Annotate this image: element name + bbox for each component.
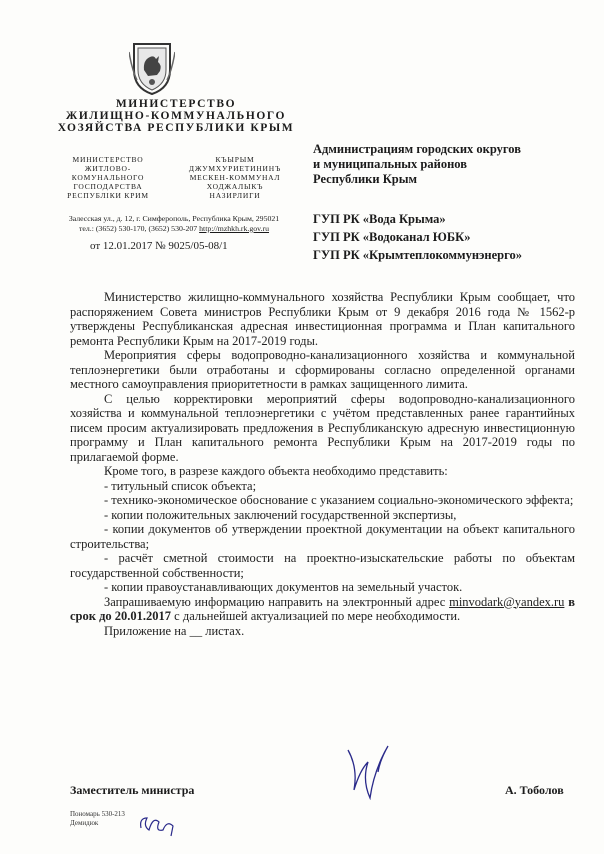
recipient-org: ГУП РК «Крымтеплокоммунэнерго» [313, 248, 522, 262]
list-item: - технико-экономическое обоснование с указанием социально-экономического эффекта; [104, 493, 574, 507]
ministry-title [52, 98, 300, 134]
list-item: - копии документов об утверждении проектной документации на объект капитального строительства; [70, 522, 575, 551]
ministry-address [40, 214, 308, 234]
recipient-organizations [313, 210, 583, 264]
recipient-org: ГУП РК «Вода Крыма» [313, 212, 446, 226]
letter-body [70, 290, 575, 638]
ministry-name-crimean-tatar [170, 155, 300, 200]
body-paragraph: С целью корректировки мероприятий сферы водопроводно-канализационного хозяйства и коммунальной теплоэнергетики с учётом представленных ранее гарантийных писем просим актуализировать предложения в Республиканскую адресную инвестиционную программу и План капитального ремонта Республики Крым на 2017-2019 годы по прилагаемой форме. [70, 391, 575, 464]
signer-name: А. Тоболов [505, 783, 564, 797]
request-text: Запрашиваемую информацию направить на электронный адрес [104, 594, 450, 609]
ministry-line: ЖИЛИЩНО-КОММУНАЛЬНОГО [65, 110, 287, 122]
recipient-line: Республики Крым [313, 172, 417, 186]
ministry-name-ukrainian [58, 155, 158, 200]
request-text-tail: с дальнейшей актуализацией по мере необходимости. [171, 609, 461, 623]
recipient-line: и муниципальных районов [313, 157, 467, 171]
body-paragraph: Мероприятия сферы водопроводно-канализационного хозяйства и коммунальной теплоэнергетики были отработаны и сформированы согласно определенной органами местного самоуправления приоритетности в рамках защищенного лимита. [70, 348, 575, 391]
sub-right-line: ХОДЖАЛЫКЪ [206, 182, 264, 191]
recipient-line: Администрациям городских округов [313, 142, 521, 156]
request-paragraph [70, 595, 575, 624]
crimea-coat-of-arms-icon [129, 40, 175, 96]
executor-line: Демидюк [70, 819, 99, 827]
email-link[interactable]: minvodark@yandex.ru [449, 594, 565, 609]
recipients-block [313, 142, 583, 187]
sub-left-line: КОМУНАЛЬНОГО [71, 173, 145, 182]
recipient-org: ГУП РК «Водоканал ЮБК» [313, 230, 471, 244]
ministry-line: ХОЗЯЙСТВА РЕСПУБЛИКИ КРЫМ [57, 122, 295, 134]
initials-icon [135, 808, 177, 840]
list-item: - титульный список объекта; [104, 478, 257, 493]
sub-right-line: НАЗИРЛИГИ [209, 191, 261, 200]
sub-right-line: КЪЫРЫМ [215, 155, 255, 164]
list-item: - копии положительных заключений государственной экспертизы, [104, 507, 457, 522]
phone-line: тел.: (3652) 530-170, (3652) 530-207 [79, 224, 198, 233]
ministry-line: МИНИСТЕРСТВО [115, 98, 237, 110]
website-link[interactable]: http://mzhkh.rk.gov.ru [199, 224, 269, 233]
list-item: - расчёт сметной стоимости на проектно-изыскательские работы по объектам государственной собственности; [70, 551, 575, 580]
sub-left-line: ЖИТЛОВО- [84, 164, 132, 173]
attachment-note: Приложение на __ листах. [104, 623, 245, 638]
deadline-text: в срок до 20.01.2017 [70, 594, 575, 623]
list-item: - копии правоустанавливающих документов на земельный участок. [104, 580, 463, 594]
sub-left-line: ГОСПОДАРСТВА [73, 182, 143, 191]
address-line: Залесская ул., д. 12, г. Симферополь, Республика Крым, 295021 [68, 214, 280, 223]
body-paragraph: Министерство жилищно-коммунального хозяйства Республики Крым сообщает, что распоряжением Совета министров Республики Крым от 9 декабря 2016 года № 1562-р утверждены Республиканская адресная инвестиционная программа и План капитального ремонта Республики Крым на 2017-2019 годы. [70, 290, 575, 348]
executor-info [70, 810, 125, 828]
body-paragraph: Кроме того, в разрезе каждого объекта необходимо представить: [104, 464, 448, 478]
executor-line: Пономарь 530-213 [70, 810, 125, 818]
sub-left-line: МИНИСТЕРСТВО [72, 155, 144, 164]
sub-right-line: МЕСКЕН-КОММУНАЛ [189, 173, 281, 182]
signature-icon [340, 740, 395, 800]
sub-left-line: РЕСПУБЛІКИ КРИМ [67, 191, 149, 200]
signer-title: Заместитель министра [70, 783, 195, 797]
sub-right-line: ДЖУМХУРИЕТИНИНЪ [188, 164, 282, 173]
document-reference: от 12.01.2017 № 9025/05-08/1 [90, 240, 228, 252]
